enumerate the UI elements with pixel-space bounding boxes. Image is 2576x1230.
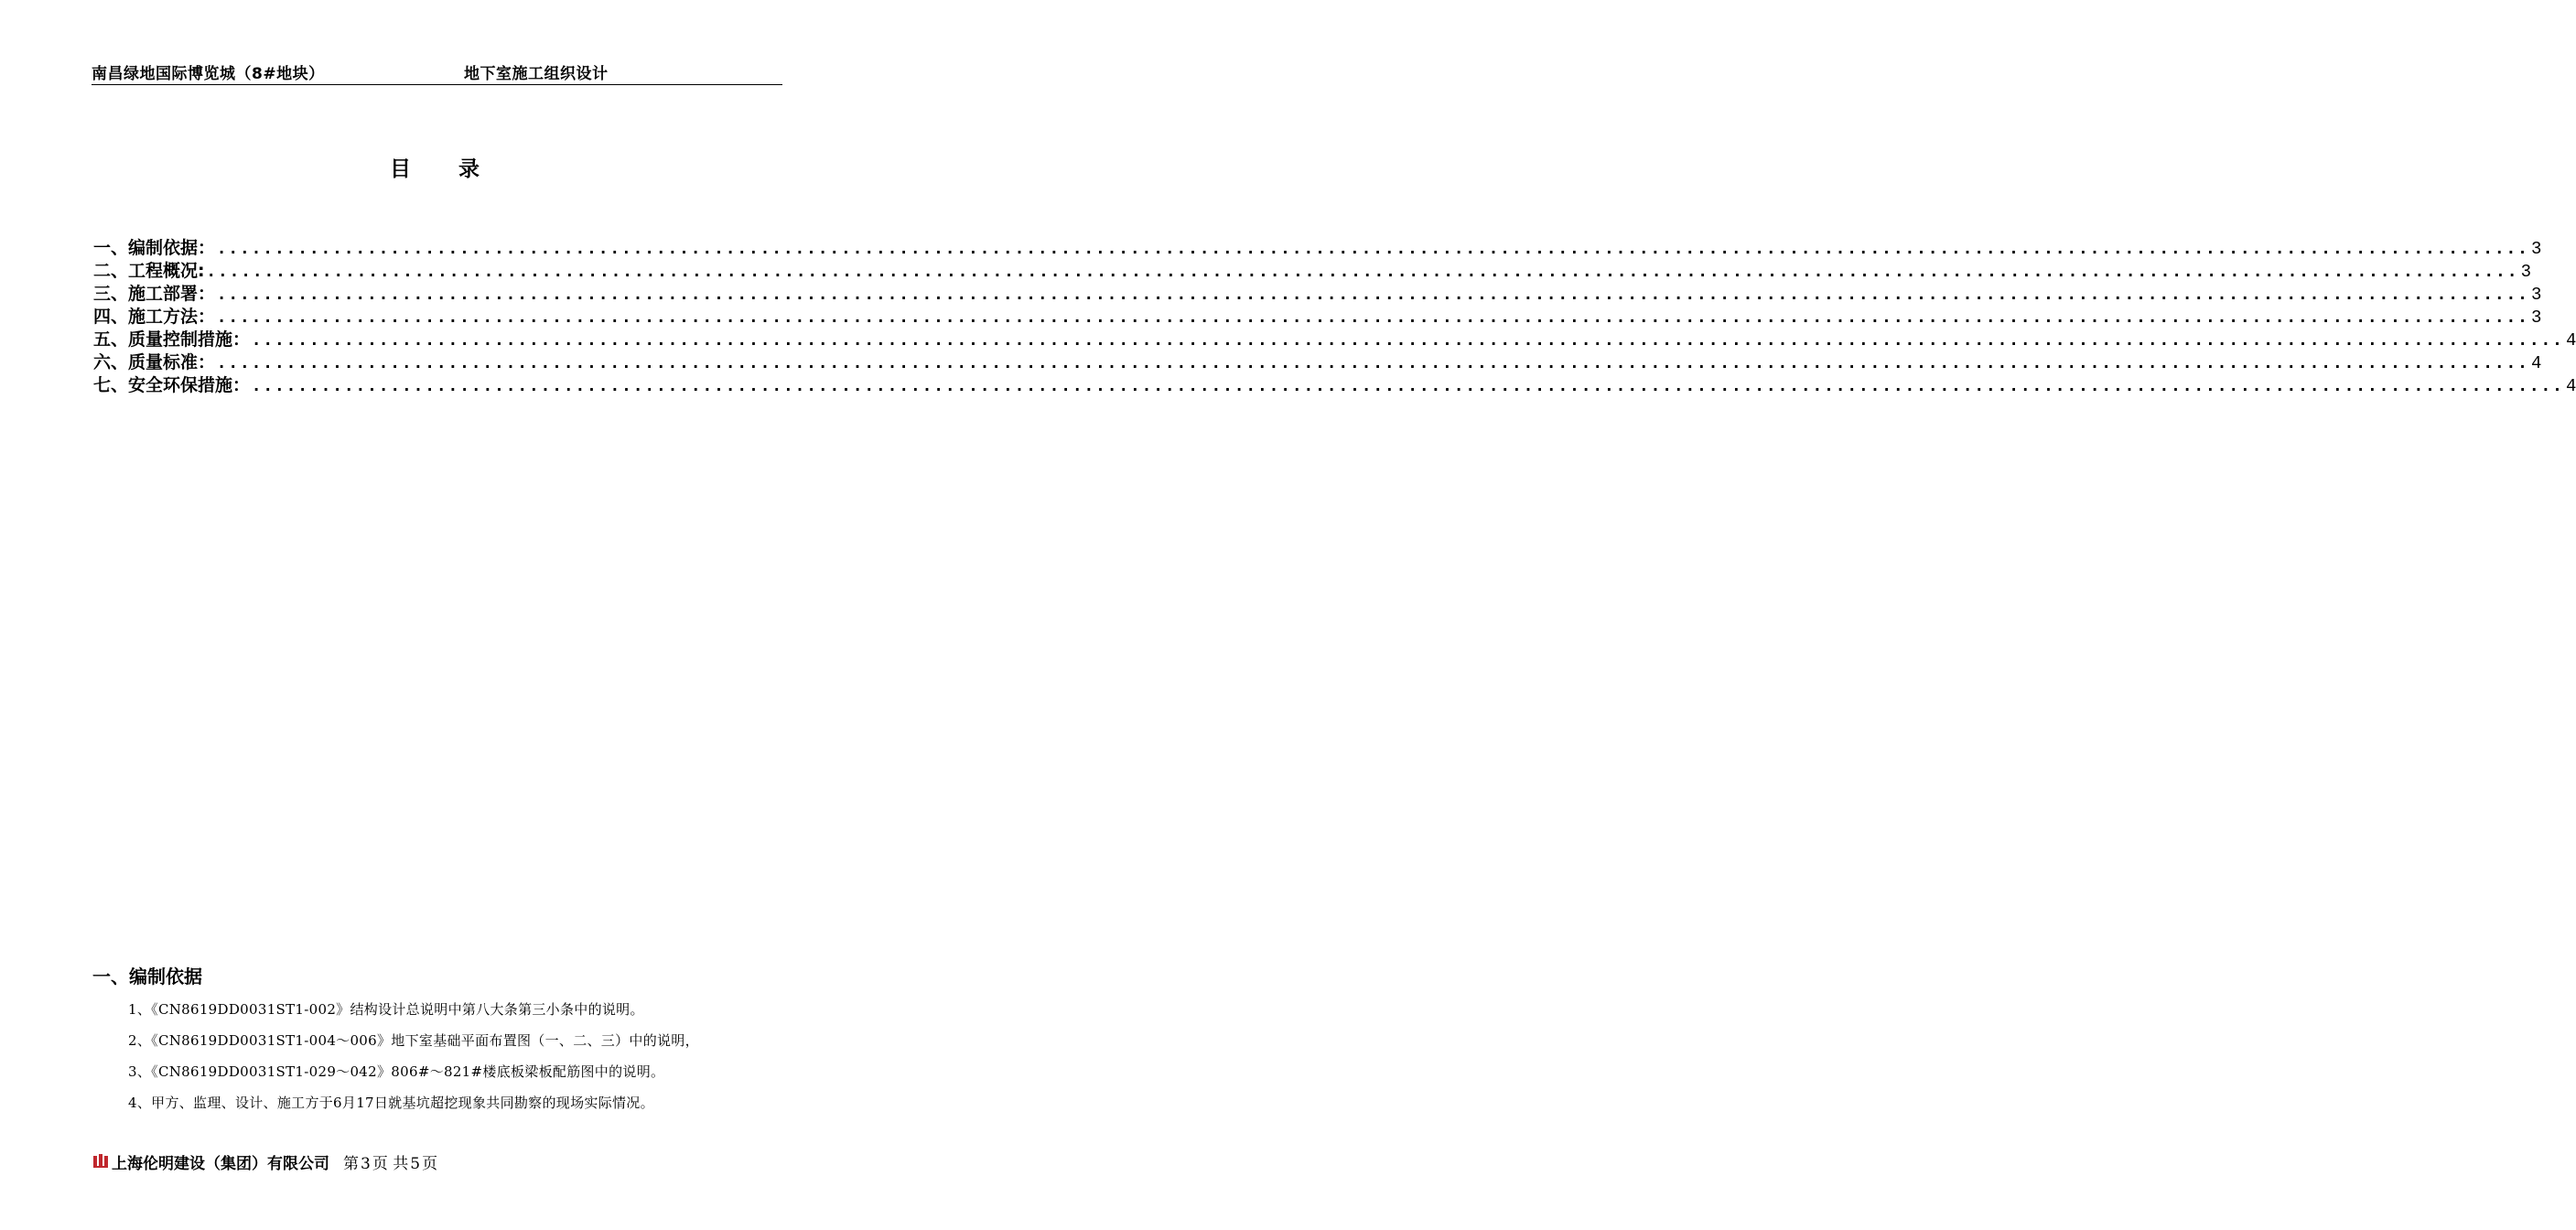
header-project-name: 南昌绿地国际博览城（8#地块） bbox=[92, 65, 325, 83]
basis-item: 2、《CN8619DD0031ST1-004～006》地下室基础平面布置图（一、二、三）中的说明， bbox=[128, 1032, 699, 1049]
toc-leader-dots: ........................................................................................................................................................................................................ bbox=[217, 308, 2529, 327]
toc-entry-label: 四、施工方法： bbox=[93, 307, 216, 327]
company-logo-icon bbox=[92, 1152, 110, 1171]
toc-entry-page: 4 bbox=[2566, 376, 2576, 396]
toc-entry-label: 三、施工部署： bbox=[93, 284, 216, 304]
page-mid: 页 共 bbox=[372, 1154, 409, 1173]
basis-item: 3、《CN8619DD0031ST1-029～042》806#～821#楼底板梁板配筋图中的说明。 bbox=[128, 1063, 665, 1080]
page-current: 3 bbox=[361, 1154, 371, 1173]
toc-leader-dots: ........................................................................................................................................................................................................ bbox=[252, 377, 2564, 395]
toc-entry-page: 3 bbox=[2531, 239, 2542, 259]
page-total: 5 bbox=[410, 1154, 421, 1173]
toc-leader-dots: ........................................................................................................................................................................................................ bbox=[252, 331, 2564, 350]
toc-title: 目录 bbox=[390, 157, 527, 181]
toc-leader-dots: ........................................................................................................................................................................................................ bbox=[217, 354, 2529, 372]
toc-entry-label: 一、编制依据： bbox=[93, 238, 216, 258]
toc-entry[interactable] bbox=[93, 280, 2542, 305]
toc-leader-dots: ........................................................................................................................................................................................................ bbox=[217, 240, 2529, 258]
page-prefix: 第 bbox=[343, 1154, 359, 1173]
table-of-contents bbox=[93, 234, 2576, 396]
page-suffix: 页 bbox=[422, 1154, 438, 1173]
section-heading: 一、编制依据 bbox=[92, 966, 202, 987]
toc-entry-label: 七、安全环保措施： bbox=[93, 375, 251, 395]
toc-entry-page: 3 bbox=[2531, 308, 2542, 328]
footer-company-name: 上海伦明建设（集团）有限公司 bbox=[112, 1154, 329, 1173]
basis-item: 1、《CN8619DD0031ST1-002》结构设计总说明中第八大条第三小条中的说明。 bbox=[128, 1001, 644, 1018]
toc-entry-label: 二、工程概况: bbox=[93, 261, 205, 281]
toc-entry-label: 五、质量控制措施： bbox=[93, 329, 251, 350]
toc-entry-page: 3 bbox=[2531, 285, 2542, 305]
toc-entry[interactable] bbox=[93, 303, 2542, 328]
toc-leader-dots: ........................................................................................................................................................................................................ bbox=[217, 286, 2529, 304]
toc-entry[interactable] bbox=[93, 372, 2576, 396]
toc-entry-page: 4 bbox=[2531, 353, 2542, 373]
page-footer bbox=[92, 1150, 438, 1172]
footer-page-info bbox=[342, 1150, 438, 1173]
toc-entry[interactable] bbox=[93, 326, 2576, 351]
toc-entry[interactable] bbox=[93, 349, 2542, 373]
toc-entry-page: 4 bbox=[2566, 330, 2576, 351]
basis-item: 4、甲方、监理、设计、施工方于6月17日就基坑超挖现象共同勘察的现场实际情况。 bbox=[128, 1095, 654, 1111]
toc-entry-page: 3 bbox=[2520, 262, 2531, 282]
toc-entry-label: 六、质量标准： bbox=[93, 352, 216, 372]
header-document-title: 地下室施工组织设计 bbox=[464, 65, 609, 83]
page-header bbox=[92, 59, 782, 85]
toc-leader-dots: ........................................................................................................................................................................................................ bbox=[206, 263, 2519, 281]
toc-entry[interactable] bbox=[93, 257, 2531, 282]
toc-entry[interactable] bbox=[93, 234, 2542, 259]
